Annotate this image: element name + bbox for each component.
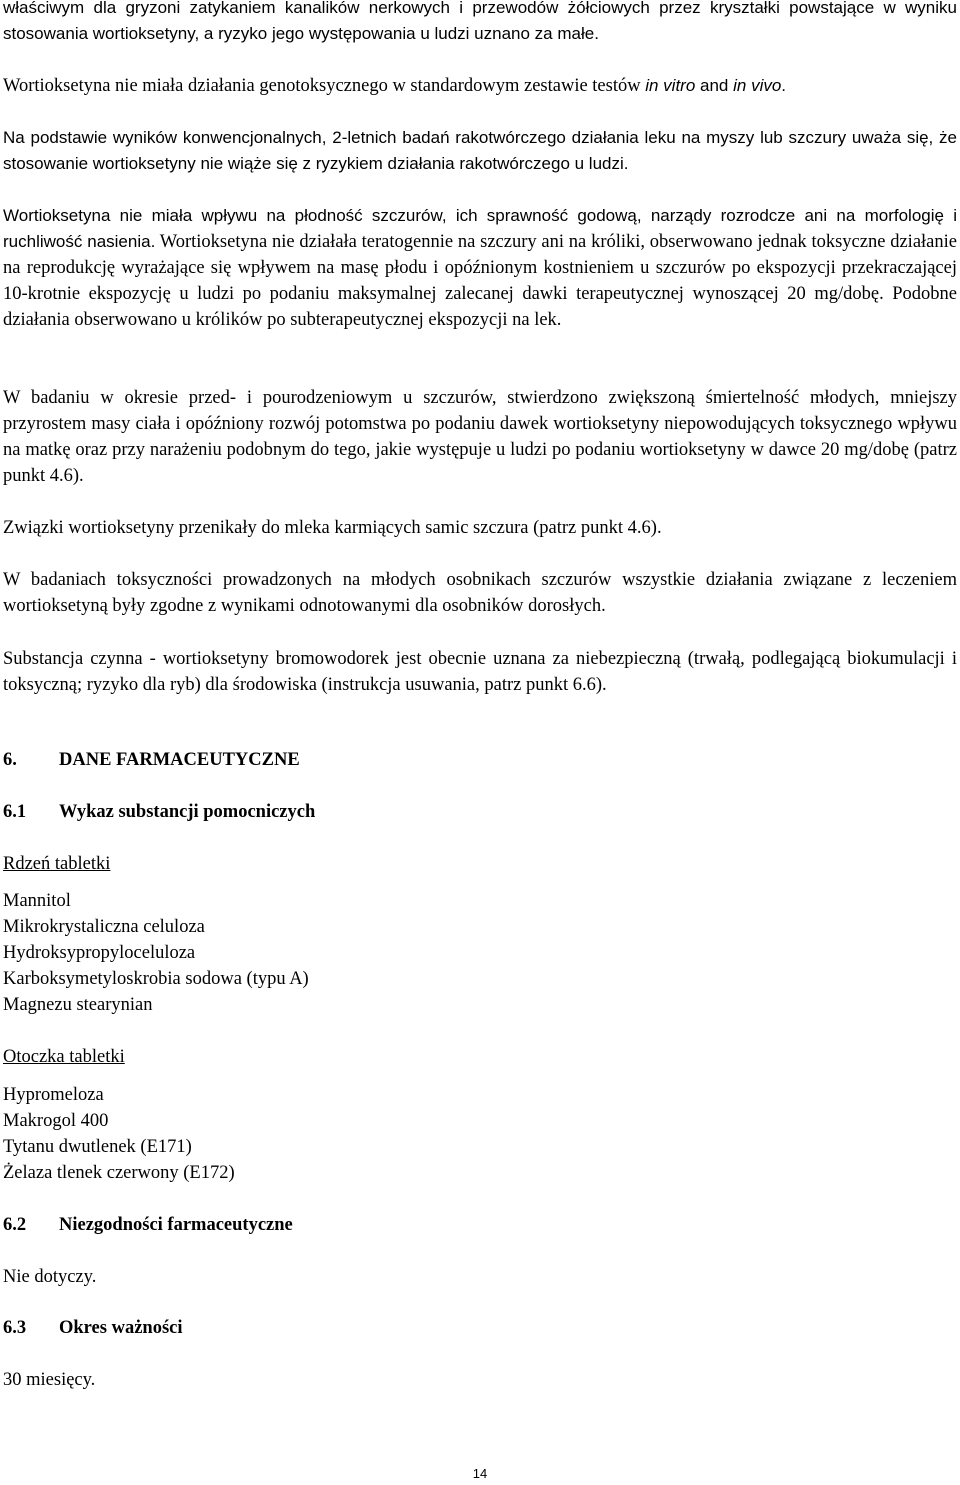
genotox-in-vivo: in vivo <box>733 76 782 95</box>
genotox-text-1: Wortioksetyna nie miała działania genotoksycznego w standardowym zestawie testów <box>3 76 646 96</box>
fertility-text-sans: Wortioksetyna nie miała wpływu na płodność szczurów, ich sprawność godową, narządy rozrodcze ani na morfologię i ruchliwość nasienia. <box>3 206 957 251</box>
fertility-text-serif: Wortioksetyna nie działała teratogennie na szczury ani na króliki, obserwowano jednak toksyczne działanie na reprodukcję wyrażające się wpływem na masę płodu i opóźnionym kostnieniem u szczurów po ekspozycji przekraczającej 10-krotnie ekspozycję u ludzi po podaniu maksymalnej zalecanej dawki terapeutycznej wynoszącej 20 mg/dobę. Podobne działania obserwowano u królików po subterapeutycznej ekspozycji na lek. <box>3 232 957 330</box>
section-6-2-number: 6.2 <box>3 1215 27 1235</box>
section-6-number: 6. <box>3 750 17 770</box>
paragraph-environment: Substancja czynna - wortioksetyny bromowodorek jest obecnie uznana za niebezpieczną (trwałą, podlegającą biokumulacji i toksyczną; ryzyko dla ryb) dla środowiska (instrukcja usuwania, patrz punkt 6.6). <box>3 649 957 695</box>
paragraph-kidney-findings: właściwym dla gryzoni zatykaniem kanalików nerkowych i przewodów żółciowych przez kryształki powstające w wyniku stosowania wortioksetyny, a ryzyko jego występowania u ludzi uznano za małe. <box>3 0 957 43</box>
genotox-in-vitro: in vitro <box>645 76 696 95</box>
section-6-title: DANE FARMACEUTYCZNE <box>59 750 300 770</box>
genotox-text-3: . <box>781 76 787 95</box>
section-6-3-number: 6.3 <box>3 1318 27 1338</box>
core-excipients-list <box>3 888 309 1018</box>
section-6-3-text: 30 miesięcy. <box>3 1370 96 1390</box>
paragraph-fertility <box>3 203 957 333</box>
paragraph-carcinogenicity: Na podstawie wyników konwencjonalnych, 2-letnich badań rakotwórczego działania leku na myszy lub szczury uważa się, że stosowanie wortioksetyny nie wiąże się z ryzykiem działania rakotwórczego u ludzi. <box>3 128 957 173</box>
list-item: Mannitol <box>3 891 71 911</box>
list-item: Magnezu stearynian <box>3 995 153 1015</box>
list-item: Hypromeloza <box>3 1085 104 1105</box>
section-6-3-title: Okres ważności <box>59 1318 183 1338</box>
list-item: Karboksymetyloskrobia sodowa (typu A) <box>3 969 309 989</box>
list-item: Hydroksypropyloceluloza <box>3 943 196 963</box>
list-item: Mikrokrystaliczna celuloza <box>3 917 205 937</box>
coating-excipients-list <box>3 1082 235 1186</box>
list-item: Tytanu dwutlenek (E171) <box>3 1137 192 1157</box>
core-label: Rdzeń tabletki <box>3 854 111 874</box>
paragraph-juvenile-toxicity: W badaniach toksyczności prowadzonych na młodych osobnikach szczurów wszystkie działania związane z leczeniem wortioksetyną były zgodne z wynikami odnotowanymi dla osobników dorosłych. <box>3 570 957 616</box>
genotox-text-2: and <box>695 76 734 95</box>
section-6-3-heading <box>3 1315 183 1341</box>
paragraph-genotoxicity <box>3 73 957 99</box>
list-item: Żelaza tlenek czerwony (E172) <box>3 1163 235 1183</box>
section-6-2-title: Niezgodności farmaceutyczne <box>59 1215 293 1235</box>
section-6-1-heading <box>3 799 315 825</box>
page-number: 14 <box>472 1466 488 1481</box>
section-6-2-text: Nie dotyczy. <box>3 1267 97 1287</box>
section-6-1-title: Wykaz substancji pomocniczych <box>59 802 316 822</box>
section-6-heading <box>3 747 300 773</box>
list-item: Makrogol 400 <box>3 1111 109 1131</box>
section-6-2-heading <box>3 1212 293 1238</box>
paragraph-milk-transfer: Związki wortioksetyny przenikały do mleka karmiących samic szczura (patrz punkt 4.6). <box>3 518 662 538</box>
coating-label: Otoczka tabletki <box>3 1047 125 1067</box>
section-6-1-number: 6.1 <box>3 802 27 822</box>
paragraph-pre-postnatal: W badaniu w okresie przed- i pourodzeniowym u szczurów, stwierdzono zwiększoną śmiertelność młodych, mniejszy przyrostem masy ciała i opóźniony rozwój potomstwa po podaniu dawek wortioksetyny niepowodujących toksycznego wpływu na matkę oraz przy narażeniu podobnym do tego, jakie występuje u ludzi po podaniu wortioksetyny w dawce 20 mg/dobę (patrz punkt 4.6). <box>3 388 957 486</box>
